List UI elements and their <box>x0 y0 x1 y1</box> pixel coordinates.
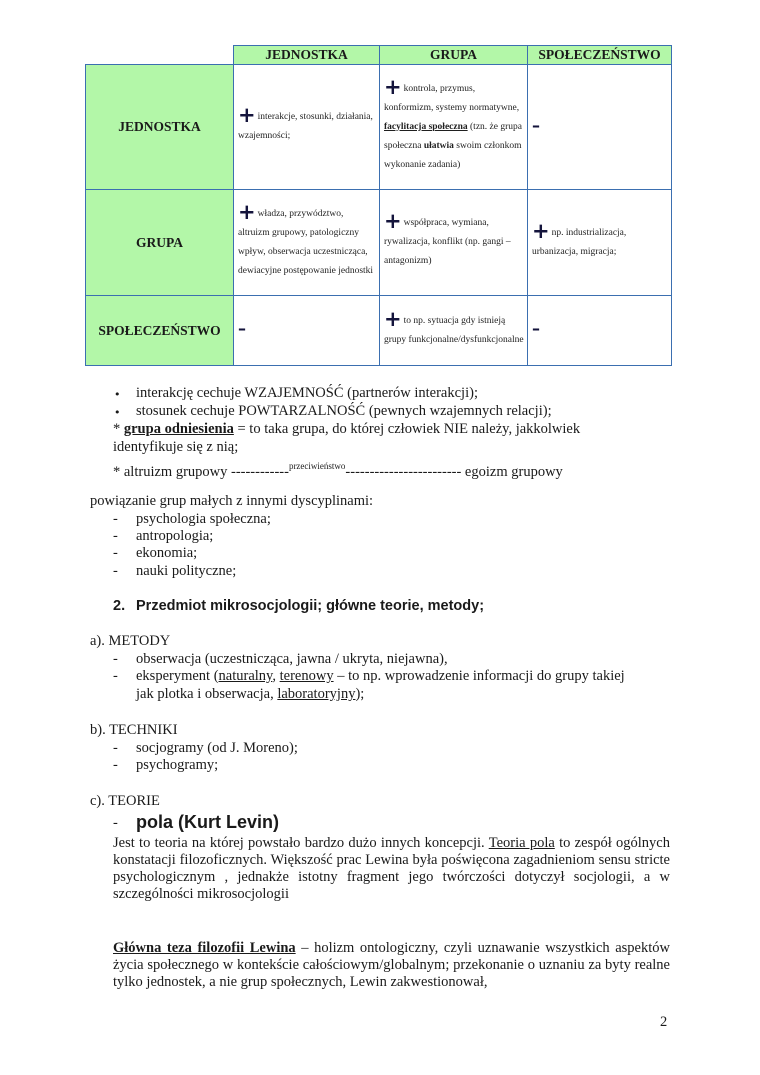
row-header-grupa: GRUPA <box>86 190 234 296</box>
grupa-odniesienia-term: grupa odniesienia <box>123 421 234 437</box>
plus-icon: + <box>238 103 256 127</box>
plus-icon: + <box>532 218 550 243</box>
plus-icon: + <box>384 74 402 99</box>
disciplines-intro: powiązanie grup małych z innymi dyscyplinami: <box>90 493 374 509</box>
cell-jednostka-grupa: + kontrola, przymus, konformizm, systemy normatywne, facylitacja społeczna (tzn. że grupa społeczna ułatwia swoim członkom wykonanie zadania) <box>380 65 528 190</box>
dash-marker: - <box>113 815 118 831</box>
cell-grupa-grupa: + współpraca, wymiana, rywalizacja, konflikt (np. gangi – antagonizm) <box>380 190 528 296</box>
list-item: antropologia; <box>136 528 214 544</box>
note-grupa-odniesienia: * grupa odniesienia = to taka grupa, do której człowiek NIE należy, jakkolwiek <box>113 421 581 437</box>
plus-icon: + <box>238 199 256 224</box>
teoria-pola-term: Teoria pola <box>488 835 555 851</box>
col-header-jednostka: JEDNOSTKA <box>234 46 380 65</box>
dash-marker: - <box>113 511 118 527</box>
row-header-spoleczenstwo: SPOŁECZEŃSTWO <box>86 296 234 366</box>
facylitacja-term: facylitacja społeczna <box>384 121 468 132</box>
minus-icon: – <box>532 115 540 135</box>
relations-table <box>85 45 672 366</box>
cell-spoleczenstwo-spoleczenstwo <box>528 296 672 366</box>
dash-marker: - <box>113 651 118 667</box>
bullet-item: • stosunek cechuje POWTARZALNOŚĆ (pewnych wzajemnych relacji); <box>136 403 552 420</box>
method-item-experiment-line2: jak plotka i obserwacja, laboratoryjny); <box>136 686 365 702</box>
theories-label: c). TEORIE <box>90 793 160 809</box>
dash-marker: - <box>113 668 118 684</box>
technique-item: psychogramy; <box>136 757 219 773</box>
dash-marker: - <box>113 740 118 756</box>
section-title: Przedmiot mikrosocjologii; główne teorie, metody; <box>136 598 485 614</box>
cell-grupa-jednostka: + władza, przywództwo, altruizm grupowy, patologiczny wpływ, obserwacja uczestnicząca, dewiacyjne postępowanie jednostki <box>234 190 380 296</box>
method-item: obserwacja (uczestnicząca, jawna / ukryta, niejawna), <box>136 651 448 667</box>
page-number: 2 <box>660 1014 668 1030</box>
section-number: 2. <box>113 598 126 614</box>
list-item: psychologia społeczna; <box>136 511 271 527</box>
minus-icon: – <box>238 319 246 338</box>
plus-icon: + <box>384 306 402 331</box>
dash-marker: - <box>113 545 118 561</box>
glowna-teza-term: Główna teza filozofii Lewina <box>113 940 296 956</box>
col-header-grupa: GRUPA <box>380 46 528 65</box>
note-altruizm: * altruizm grupowy ------------$^{przeciwieństwo}$------------------------ egoizm grupowy <box>113 461 563 480</box>
plus-icon: + <box>384 209 402 233</box>
note-grupa-odniesienia-line2: identyfikuje się z nią; <box>113 439 239 455</box>
list-item: nauki polityczne; <box>136 563 237 579</box>
cell-grupa-spoleczenstwo: + np. industrializacja, urbanizacja, migracja; <box>528 190 672 296</box>
methods-label: a). METODY <box>90 633 171 649</box>
dash-marker: - <box>113 563 118 579</box>
dash-marker: - <box>113 528 118 544</box>
table-corner <box>86 46 234 65</box>
cell-jednostka-spoleczenstwo <box>528 65 672 190</box>
dash-marker: - <box>113 757 118 773</box>
bullet-item: • interakcję cechuje WZAJEMNOŚĆ (partnerów interakcji); <box>136 385 478 402</box>
method-item-experiment: eksperyment (naturalny, terenowy – to np. wprowadzenie informacji do grupy takiej <box>136 668 625 684</box>
pola-heading: pola (Kurt Levin) <box>136 812 279 832</box>
list-item: ekonomia; <box>136 545 198 561</box>
cell-spoleczenstwo-jednostka <box>234 296 380 366</box>
lewin-thesis-paragraph: Główna teza filozofii Lewina – holizm ontologiczny, czyli uznawanie wszystkich aspektów życia społecznego w kontekście całościowym/globalnym; przekonanie o uznaniu za byty realne tylko jednostek, a nie grup społecznych, Lewin zakwestionował, <box>113 940 670 990</box>
col-header-spoleczenstwo: SPOŁECZEŃSTWO <box>528 46 672 65</box>
minus-icon: – <box>532 319 540 338</box>
cell-jednostka-jednostka: + interakcje, stosunki, działania, wzajemności; <box>234 65 380 190</box>
cell-spoleczenstwo-grupa: + to np. sytuacja gdy istnieją grupy funkcjonalne/dysfunkcjonalne <box>380 296 528 366</box>
pola-paragraph: Jest to teoria na której powstało bardzo dużo innych koncepcji. Teoria pola to zespół ogólnych konstatacji filozoficznych. Większość prac Lewina była poświęcona zagadnieniom sensu stricte psychologicznym , jednakże istotny fragment jego twórczości dotyczył socjologii, a w szczególności mikrosocjologii <box>113 835 670 902</box>
przeciwienstwo-sup: przeciwieństwo <box>288 461 346 471</box>
techniques-label: b). TECHNIKI <box>90 722 178 738</box>
row-header-jednostka: JEDNOSTKA <box>86 65 234 190</box>
technique-item: socjogramy (od J. Moreno); <box>136 740 298 756</box>
